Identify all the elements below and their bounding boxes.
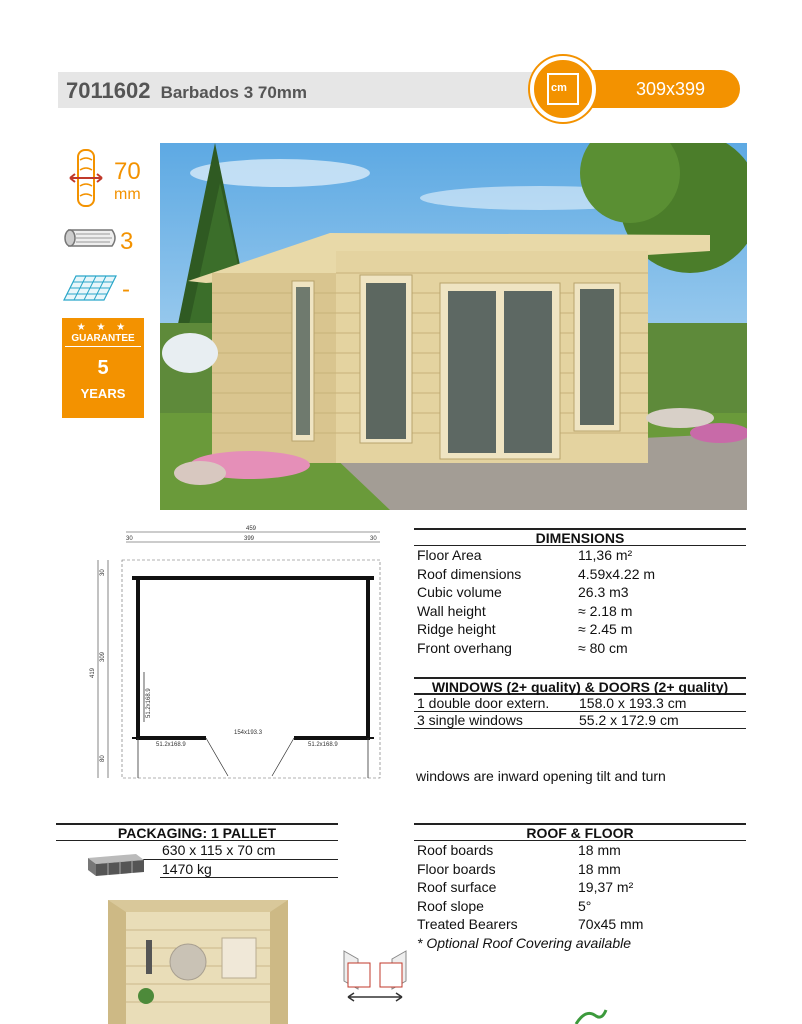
plan-outer-width: 459 <box>246 526 257 532</box>
table-row: Front overhang ≈ 80 cm <box>417 639 628 656</box>
product-model: Barbados 3 70mm <box>160 83 308 102</box>
guarantee-label: GUARANTEE <box>65 333 141 347</box>
roof-roll-icon <box>62 226 118 250</box>
dimensions-table <box>414 528 746 657</box>
plan-left-overhang: 30 <box>126 536 133 542</box>
unit-badge-label: cm <box>551 82 567 94</box>
table-row: Ridge height ≈ 2.45 m <box>417 621 633 637</box>
plan-front-window-left: 51.2x168.9 <box>156 742 186 748</box>
wall-log-icon <box>66 148 106 208</box>
roof-footnote: * Optional Roof Covering available <box>417 934 632 951</box>
table-row: Floor Area 11,36 m² <box>417 547 633 563</box>
roof-value: 3 <box>120 228 134 255</box>
table-row: Cubic volume 26.3 m3 <box>417 584 629 600</box>
dimensions-title: DIMENSIONS <box>414 528 746 546</box>
wall-thickness-unit: mm <box>114 186 141 203</box>
roof-floor-table <box>414 823 746 952</box>
plan-depth-inner: 309 <box>100 651 106 662</box>
table-row: Floor boards 18 mm <box>417 860 621 877</box>
plan-right-overhang: 30 <box>370 536 377 542</box>
guarantee-years-label: YEARS <box>80 386 126 401</box>
packaging-title: PACKAGING: 1 PALLET <box>56 823 338 841</box>
table-row: 1470 kg <box>160 860 338 879</box>
roof-floor-title: ROOF & FLOOR <box>414 823 746 841</box>
product-code: 7011602 <box>66 78 151 103</box>
interior-render <box>108 900 288 1024</box>
ruler-icon <box>530 56 596 122</box>
table-row: 3 single windows 55.2 x 172.9 cm <box>414 712 746 729</box>
table-row: Roof boards 18 mm <box>417 842 621 858</box>
floor-tile-icon <box>62 272 118 304</box>
table-row: Roof dimensions 4.59x4.22 m <box>417 565 656 582</box>
plan-door: 154x193.3 <box>234 730 263 736</box>
table-row: 1 double door extern. 158.0 x 193.3 cm <box>414 695 746 712</box>
floor-plan-diagram <box>88 522 388 782</box>
door-direction-icon <box>340 945 410 1003</box>
table-row: Roof surface 19,37 m² <box>417 879 634 895</box>
guarantee-badge <box>62 318 144 418</box>
table-row: Treated Bearers 70x45 mm <box>417 916 644 932</box>
product-photo <box>160 143 747 510</box>
stars-icon: ★ ★ ★ <box>76 322 130 333</box>
table-row: Roof slope 5° <box>417 897 592 914</box>
product-title <box>66 78 307 104</box>
plan-inner-width: 399 <box>244 536 255 542</box>
pallet-icon <box>86 850 146 878</box>
plan-side-window: 51.2x168.9 <box>146 688 152 718</box>
table-row: 630 x 115 x 70 cm <box>106 841 338 860</box>
brand-logo-icon <box>572 1006 612 1024</box>
wall-thickness-value: 70 <box>114 158 141 185</box>
plan-bottom-dim: 80 <box>100 755 106 762</box>
plan-depth-outer: 419 <box>90 667 96 678</box>
table-row: Wall height ≈ 2.18 m <box>417 602 633 619</box>
plan-top-dim: 30 <box>100 569 106 576</box>
floor-value: - <box>122 276 130 303</box>
size-label: 309x399 <box>636 79 706 99</box>
windows-doors-title: WINDOWS (2+ quality) & DOORS (2+ quality) <box>414 677 746 695</box>
windows-note: windows are inward opening tilt and turn <box>416 768 666 784</box>
guarantee-years-number: 5 <box>97 357 109 379</box>
plan-front-window-right: 51.2x168.9 <box>308 742 338 748</box>
windows-doors-table <box>414 677 746 729</box>
